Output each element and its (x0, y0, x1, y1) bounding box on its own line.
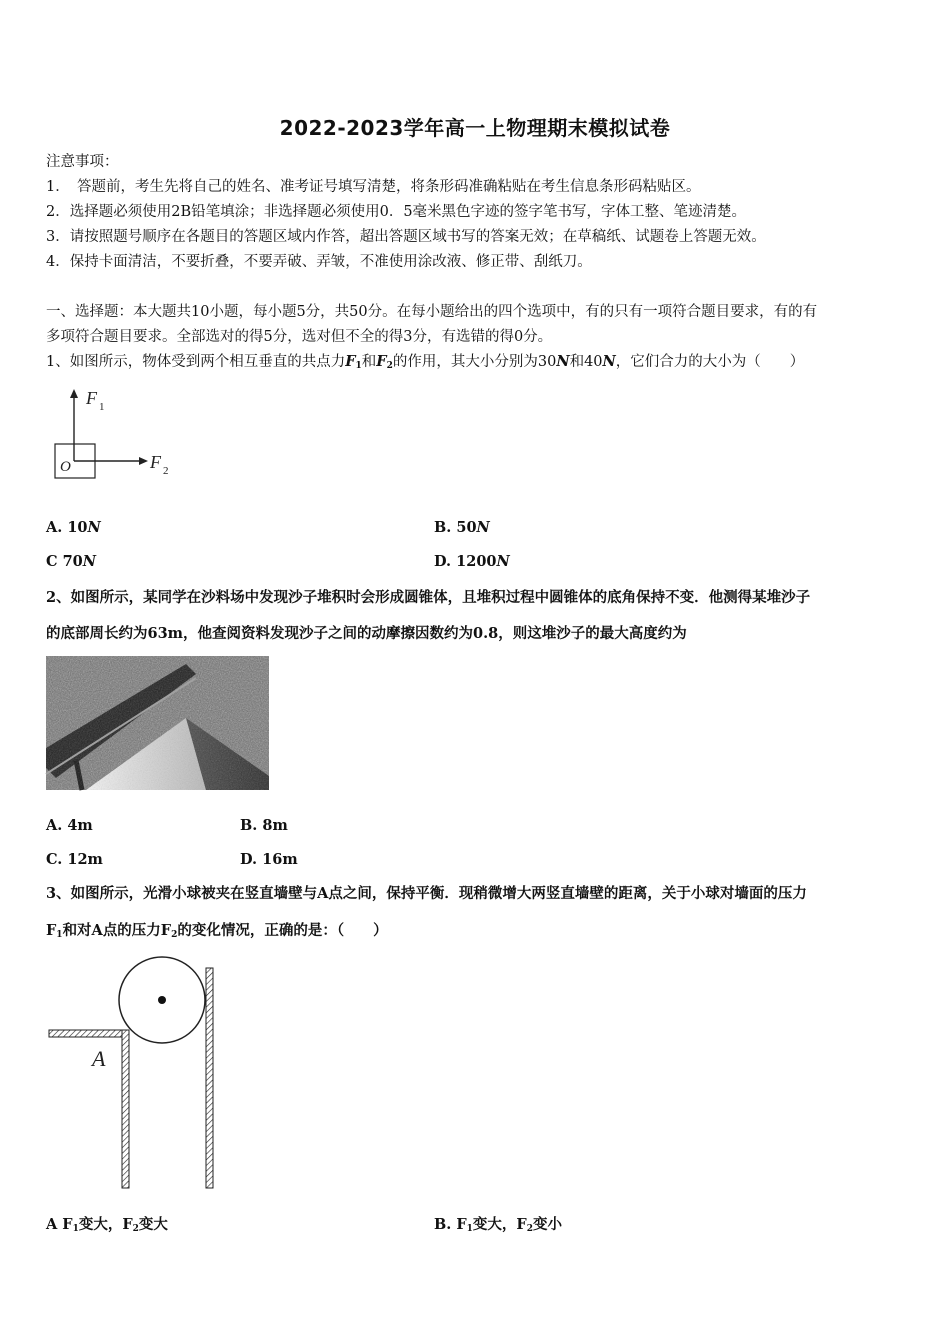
option-b: B. $F_1$变大，$F_2$变小 (434, 1216, 562, 1234)
question-3-stem-line: 3、如图所示，光滑小球被夹在竖直墙壁与A点之间，保持平衡．现稍微增大两竖直墙壁的距离，关于小球对墙面的压力 (46, 885, 807, 902)
f1-arrowhead (70, 389, 78, 398)
left-wall (122, 1030, 129, 1188)
question-2-stem-line: 的底部周长约为63m，他查阅资料发现沙子之间的动摩擦因数约为0.8，则这堆沙子的最大高度约为 (46, 625, 687, 642)
option-a: A. 10N (46, 519, 101, 536)
page-title: 2022-2023学年高一上物理期末模拟试卷 (279, 116, 671, 140)
question-2-stem-line: 2、如图所示，某同学在沙料场中发现沙子堆积时会形成圆锥体，且堆积过程中圆锥体的底角保持不变．他测得某堆沙子 (46, 589, 811, 606)
question-3-stem-line: $F_1$和对A点的压力$F_2$的变化情况，正确的是：（ ） (46, 922, 388, 940)
option-b: B. 8m (240, 817, 288, 834)
force-diagram (46, 385, 186, 485)
origin-label: O (60, 459, 71, 475)
ball-between-walls-diagram (46, 952, 226, 1192)
notice-item: 2．选择题必须使用2B铅笔填涂；非选择题必须使用0．5毫米黑色字迹的签字笔书写，字体工整、笔迹清楚。 (46, 204, 747, 220)
f1-subscript: 1 (99, 401, 105, 413)
sand-pile-photo (46, 656, 269, 790)
f2-arrowhead (139, 457, 148, 465)
option-d: D. 16m (240, 851, 298, 868)
question-1-stem: 1、如图所示，物体受到两个相互垂直的共点力$F_1$和$F_2$的作用，其大小分别为30N和40N，它们合力的大小为（ ） (46, 353, 805, 371)
ledge-top (49, 1030, 129, 1037)
option-d: D. 1200N (434, 553, 510, 570)
f2-subscript: 2 (163, 465, 169, 477)
notice-heading: 注意事项： (46, 154, 119, 170)
option-a: A $F_1$变大，$F_2$变大 (46, 1216, 168, 1234)
notice-item: 1． 答题前，考生先将自己的姓名、准考证号填写清楚，将条形码准确粘贴在考生信息条形码粘贴区。 (46, 179, 701, 195)
ball-center-dot (158, 996, 166, 1004)
right-wall (206, 968, 213, 1188)
point-a-label: A (92, 1046, 106, 1071)
photo-grain-overlay (46, 656, 269, 790)
section-intro-line: 多项符合题目要求。全部选对的得5分，选对但不全的得3分，有选错的得0分。 (46, 329, 553, 345)
notice-item: 3．请按照题号顺序在各题目的答题区域内作答，超出答题区域书写的答案无效；在草稿纸、试题卷上答题无效。 (46, 229, 766, 245)
option-c: C. 12m (46, 851, 103, 868)
f2-label: F (150, 452, 161, 472)
section-intro-line: 一、选择题：本大题共10小题，每小题5分，共50分。在每小题给出的四个选项中，有的只有一项符合题目要求，有的有 (46, 304, 818, 320)
f1-label: F (86, 388, 97, 408)
option-c: C 70N (46, 553, 97, 570)
option-a: A. 4m (46, 817, 93, 834)
notice-item: 4．保持卡面清洁，不要折叠，不要弄破、弄皱，不准使用涂改液、修正带、刮纸刀。 (46, 254, 592, 270)
option-b: B. 50N (434, 519, 490, 536)
